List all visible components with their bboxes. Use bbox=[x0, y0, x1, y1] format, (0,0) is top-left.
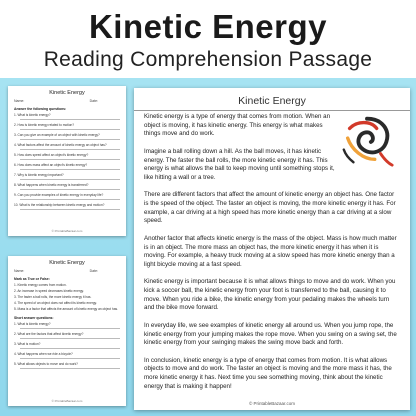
answer-line bbox=[20, 169, 120, 170]
list-item: 5. What allows objects to move and do work? bbox=[14, 362, 78, 366]
passage-paragraph-2: Imagine a ball rolling down a hill. As the ball moves, it has kinetic energy. The faster the ball rolls, the more kinetic energy it has. This energy is what allows the ball to keep moving until something stops it, like hitting a wall or a tree. bbox=[144, 147, 335, 181]
section-heading: Mark as True or False: bbox=[14, 277, 50, 281]
passage-paragraph-7: In conclusion, kinetic energy is a type of energy that comes from motion. It is what allows objects to move and do work. The faster an object is moving and the more mass it has, the more kinetic energy it has. Next time you see something moving, think about the kinetic energy that is making it happen! bbox=[144, 356, 392, 390]
passage-paragraph-4: Another factor that affects kinetic energy is the mass of the object. Mass is how much matter is in an object. The more mass an object has, the more kinetic energy it has when it is moving. For example, a heavy truck moving at a slow speed has more kinetic energy than a light bicycle moving at a fast speed. bbox=[144, 234, 397, 268]
passage-footer: © PrintableBazaar.com bbox=[248, 401, 296, 406]
list-item: 2. What are the factors that affect kinetic energy? bbox=[14, 332, 84, 336]
list-item: 7. Why is kinetic energy important? bbox=[14, 173, 64, 177]
kinetic-swirl-icon bbox=[338, 111, 396, 169]
answer-line bbox=[20, 189, 120, 190]
answer-line bbox=[20, 348, 120, 349]
passage-paragraph-3: There are different factors that affect the amount of kinetic energy an object has. One factor is the speed of the object. The faster an object is moving, the more kinetic energy it has. For example, a car driving at a high speed has more kinetic energy than a car driving at a slow speed. bbox=[144, 191, 396, 225]
section-heading: Short answer questions: bbox=[14, 316, 54, 320]
answer-line bbox=[20, 159, 120, 160]
worksheet-thumbnail-true-false[interactable] bbox=[8, 256, 126, 406]
answer-line bbox=[20, 139, 120, 140]
list-item: 1. What is kinetic energy? bbox=[14, 322, 51, 326]
page-subtitle: Reading Comprehension Passage bbox=[43, 48, 373, 71]
answer-line bbox=[20, 358, 120, 359]
list-item: 9. Can you provide examples of kinetic energy in everyday life? bbox=[14, 193, 104, 197]
date-label: Date: bbox=[89, 269, 98, 273]
answer-line bbox=[20, 368, 120, 369]
thumbnail-footer: © PrintableBazaar.com bbox=[51, 399, 83, 403]
passage-paragraph-6: In everyday life, we see examples of kinetic energy all around us. When you jump rope, the kinetic energy from your jumping makes the rope move. When you swing on a swing set, the kinetic energy from your swinging makes the swing move back and forth. bbox=[144, 321, 397, 347]
list-item: 5. How does speed affect an object's kinetic energy? bbox=[14, 153, 89, 157]
short-answer-list bbox=[14, 322, 120, 369]
list-item: 4. What factors affect the amount of kinetic energy an object has? bbox=[14, 143, 107, 147]
list-item: 10. What is the relationship between kinetic energy and motion? bbox=[14, 203, 105, 207]
header bbox=[0, 0, 416, 78]
list-item: 2. An increase in speed decreases kinetic energy. bbox=[14, 289, 84, 293]
passage-page bbox=[134, 88, 410, 410]
list-item: 4. The speed of an object does not affect its kinetic energy. bbox=[14, 301, 97, 305]
list-item: 3. Can you give an example of an object with kinetic energy? bbox=[14, 133, 100, 137]
list-item: 6. How does mass affect an object's kinetic energy? bbox=[14, 163, 88, 167]
list-item: 2. How is kinetic energy related to motion? bbox=[14, 123, 75, 127]
passage-title: Kinetic Energy bbox=[238, 95, 306, 107]
page-title: Kinetic Energy bbox=[88, 8, 328, 45]
answer-line bbox=[20, 209, 120, 210]
list-item: 5. Mass is a factor that affects the amount of kinetic energy an object has. bbox=[14, 307, 118, 311]
thumbnail-title: Kinetic Energy bbox=[49, 90, 85, 96]
passage-body bbox=[144, 113, 400, 391]
answer-line bbox=[20, 119, 120, 120]
list-item: 1. What is kinetic energy? bbox=[14, 113, 51, 117]
passage-paragraph-5: Kinetic energy is important because it is what allows things to move and do work. When you kick a soccer ball, the kinetic energy from your foot is transferred to the ball, causing it to move. When you ride a bike, the kinetic energy from your pedaling makes the wheels turn and the bike move forward. bbox=[144, 278, 396, 312]
answer-line bbox=[20, 338, 120, 339]
thumbnail-meta bbox=[14, 269, 120, 273]
thumbnail-meta bbox=[14, 99, 120, 103]
question-list bbox=[14, 113, 120, 210]
answer-line bbox=[20, 328, 120, 329]
section-heading: Answer the following questions: bbox=[14, 107, 67, 111]
passage-paragraph-1: Kinetic energy is a type of energy that comes from motion. When an object is moving, it has kinetic energy. This energy is what makes things move and do work. bbox=[144, 113, 331, 138]
list-item: 8. What happens when kinetic energy is transferred? bbox=[14, 183, 89, 187]
thumbnail-title: Kinetic Energy bbox=[49, 260, 85, 266]
list-item: 4. What happens when we ride a bicycle? bbox=[14, 352, 73, 356]
thumbnail-footer: © PrintableBazaar.com bbox=[51, 229, 83, 233]
answer-line bbox=[20, 199, 120, 200]
name-label: Name: bbox=[14, 269, 25, 273]
list-item: 1. Kinetic energy comes from motion. bbox=[14, 283, 67, 287]
answer-line bbox=[20, 149, 120, 150]
true-false-list bbox=[14, 283, 120, 311]
list-item: 3. What is motion? bbox=[14, 342, 41, 346]
answer-line bbox=[20, 179, 120, 180]
answer-line bbox=[20, 129, 120, 130]
list-item: 3. The faster a ball rolls, the more kinetic energy it has. bbox=[14, 295, 92, 299]
date-label: Date: bbox=[89, 99, 98, 103]
worksheet-thumbnail-questions[interactable] bbox=[8, 86, 126, 236]
name-label: Name: bbox=[14, 99, 25, 103]
